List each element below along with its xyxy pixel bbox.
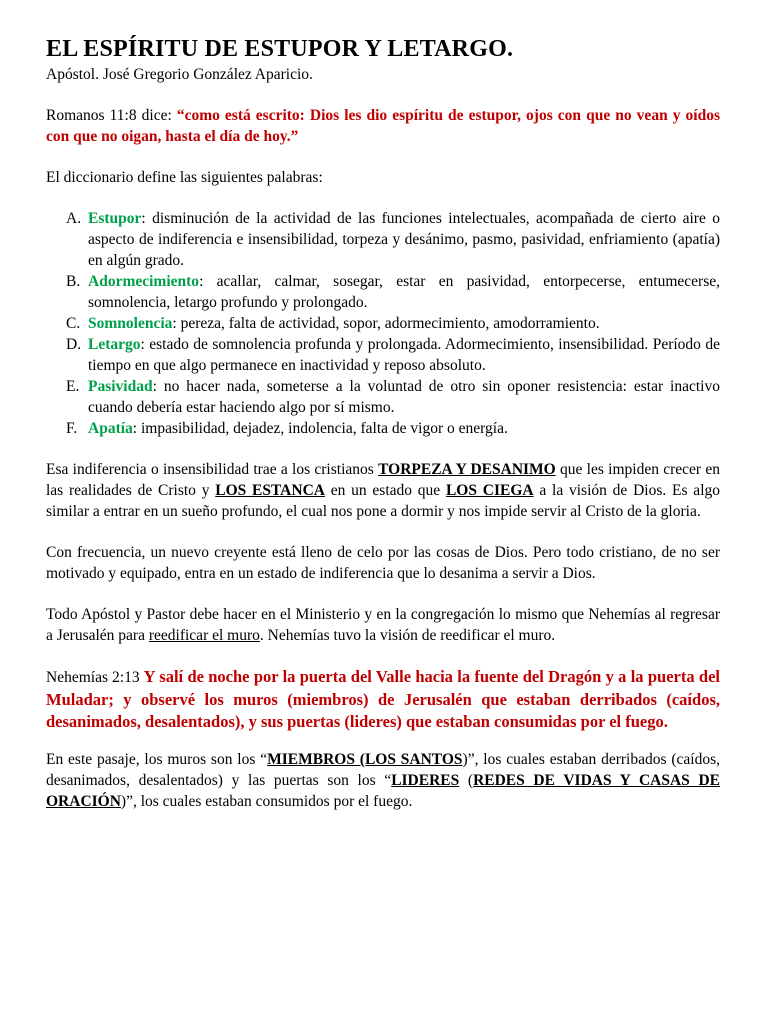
definition-marker: C. <box>66 315 81 332</box>
emphasis-text: MIEMBROS (LOS SANTOS <box>267 751 463 768</box>
author-line: Apóstol. José Gregorio González Aparicio. <box>46 66 313 83</box>
definition-text: : disminución de la actividad de las funciones intelectuales, acompañada de cierto aire o aspecto de indiferencia e insensibilidad, torpeza y desánimo, pasmo, pasividad, enfriamiento (apatía) en algún grado. <box>88 210 720 269</box>
nehemias-quote: Y salí de noche por la puerta del Valle hacia la fuente del Dragón y a la puerta del Muladar; y observé los muros (miembros) de Jerusalén que estaban derribados (caídos, desanimados, desalentados), y sus puertas (lideres) que estaban consumidas por el fuego. <box>46 667 720 731</box>
indifference-paragraph <box>46 459 720 522</box>
underlined-text: reedificar el muro <box>148 627 260 644</box>
paragraph-text: Todo Apóstol y Pastor debe hacer en el Ministerio y en la congregación lo mismo que Nehemías al regresar a Jerusalén para <box>46 606 720 644</box>
definition-term: Adormecimiento <box>88 273 200 290</box>
nehemias-ref: Nehemías 2:13 <box>46 669 144 686</box>
definition-text: : estado de somnolencia profunda y prolongada. Adormecimiento, insensibilidad. Período de tiempo en que algo permanece en inactividad y reposo absoluto. <box>88 336 720 374</box>
paragraph-text: que les impiden crecer en las realidades de Cristo y <box>46 461 720 499</box>
definition-marker: F. <box>66 420 78 437</box>
definition-term: Estupor <box>88 210 142 227</box>
definition-text: : no hacer nada, someterse a la voluntad de otro sin oponer resistencia: estar inactivo cuando debería estar haciendo algo por sí mismo. <box>88 378 720 416</box>
romanos-quote: “como está escrito: Dios les dio espíritu de estupor, ojos con que no vean y oídos con que no oigan, hasta el día de hoy.” <box>46 107 720 145</box>
romanos-paragraph <box>46 105 720 147</box>
definition-term: Letargo <box>88 336 141 353</box>
definition-term: Apatía <box>88 420 133 437</box>
emphasis-text: REDES DE VIDAS Y CASAS DE ORACIÓN <box>46 772 720 810</box>
paragraph-text: a la visión de Dios. Es algo similar a entrar en un sueño profundo, el cual nos pone a dormir y nos impide servir al Cristo de la gloria. <box>46 482 720 520</box>
paragraph-text: Esa indiferencia o insensibilidad trae a los cristianos <box>46 461 379 478</box>
emphasis-text: LIDERES <box>391 772 460 789</box>
paragraph-text: ( <box>459 772 474 789</box>
definition-term: Pasividad <box>88 378 153 395</box>
new-believer-paragraph: Con frecuencia, un nuevo creyente está lleno de celo por las cosas de Dios. Pero todo cristiano, de no ser motivado y equipado, entra en un estado de indiferencia que lo desanima a servir a Dios. <box>46 544 720 582</box>
definition-item <box>66 313 720 334</box>
emphasis-text: LOS CIEGA <box>445 482 534 499</box>
emphasis-text: TORPEZA Y DESANIMO <box>378 461 556 478</box>
definition-text: : pereza, falta de actividad, sopor, adormecimiento, amodorramiento. <box>172 315 600 332</box>
definition-marker: E. <box>66 378 80 395</box>
paragraph-text: . Nehemías tuvo la visión de reedificar el muro. <box>259 627 556 644</box>
definition-marker: D. <box>66 336 82 353</box>
paragraph-text: )”, los cuales estaban consumidos por el fuego. <box>120 793 413 810</box>
dictionary-intro: El diccionario define las siguientes palabras: <box>46 169 323 186</box>
nehemias-paragraph <box>46 666 720 733</box>
definition-text: : acallar, calmar, sosegar, estar en pasividad, entorpecerse, entumecerse, somnolencia, letargo profundo y prolongado. <box>88 273 720 311</box>
emphasis-text: LOS ESTANCA <box>215 482 325 499</box>
definition-item <box>66 271 720 313</box>
definitions-list <box>46 208 720 439</box>
passage-paragraph <box>46 749 720 812</box>
ministry-paragraph <box>46 604 720 646</box>
definition-item <box>66 334 720 376</box>
definition-item <box>66 418 720 439</box>
definition-marker: A. <box>66 210 82 227</box>
definition-item <box>66 376 720 418</box>
definition-marker: B. <box>66 273 81 290</box>
paragraph-text: )”, los cuales estaban derribados (caídos, desanimados, desalentados) y las puertas son los “ <box>46 751 720 789</box>
romanos-ref: Romanos 11:8 dice: <box>46 107 177 124</box>
document-title: EL ESPÍRITU DE ESTUPOR Y LETARGO. <box>46 36 514 62</box>
paragraph-text: En este pasaje, los muros son los “ <box>46 751 268 768</box>
paragraph-text: en un estado que <box>324 482 446 499</box>
definition-item <box>66 208 720 271</box>
definition-text: : impasibilidad, dejadez, indolencia, falta de vigor o energía. <box>132 420 508 437</box>
definition-term: Somnolencia <box>88 315 173 332</box>
